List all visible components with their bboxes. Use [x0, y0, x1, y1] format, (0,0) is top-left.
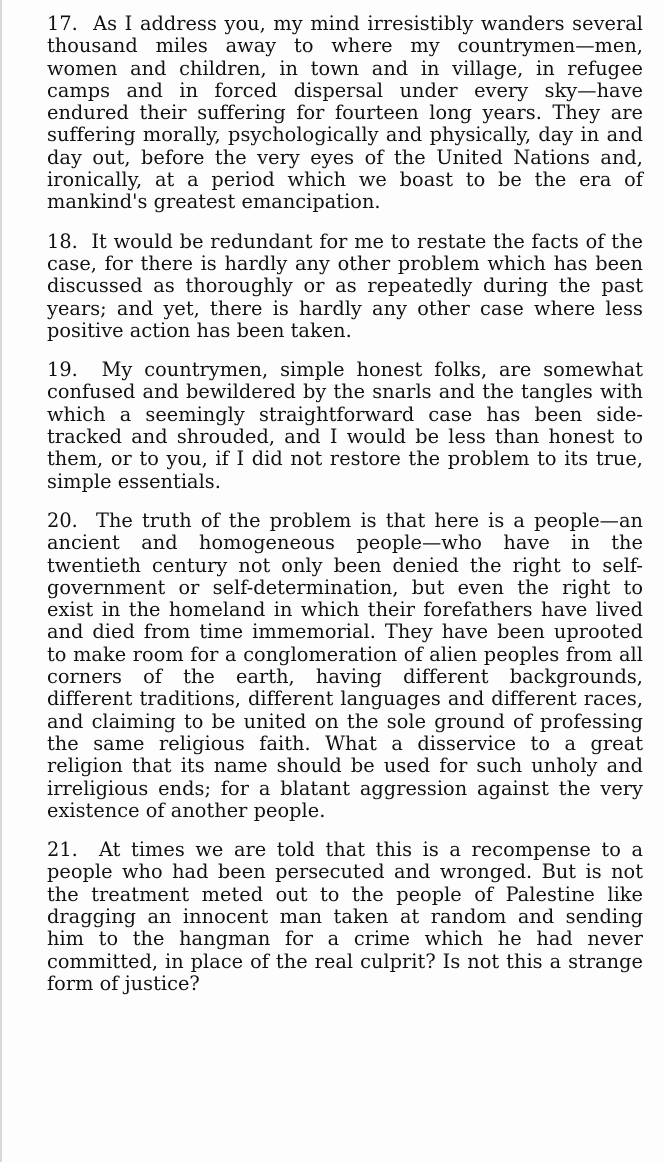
paragraph-number: 18. — [47, 229, 78, 253]
paragraph-text: As I address you, my mind irresistibly wanders several thousand miles away to where my countrymen—men, women and children, in town and in village, in refugee camps and in forced dispersal under every sky—have endured their suffering for fourteen long years. They are suffering morally, psychologically and physically, day in and day out, before the very eyes of the United Nations and, ironically, at a period which we boast to be the era of mankind's greatest emancipation. — [47, 12, 643, 214]
paragraph-number: 17. — [47, 12, 78, 35]
paragraph-number: 21. — [47, 838, 78, 862]
paragraph-19 — [47, 359, 643, 493]
speech-text-column — [47, 13, 643, 1012]
paragraph-text: It would be redundant for me to restate the facts of the case, for there is hardly any other problem which has been discussed as thoroughly or as repeatedly during the past years; and yet, there is hardly any other case where less positive action has been taken. — [47, 229, 643, 342]
paragraph-number: 19. — [47, 358, 78, 382]
paragraph-21 — [47, 839, 643, 995]
paragraph-number: 20. — [47, 508, 78, 532]
paragraph-text: My countrymen, simple honest folks, are somewhat confused and bewildered by the snarls and the tangles with which a seemingly straightforward case has been side-tracked and shrouded, and I would be less than honest to them, or to you, if I did not restore the problem to its true, simple essentials. — [47, 358, 643, 493]
paragraph-18 — [47, 231, 643, 342]
paragraph-text: At times we are told that this is a recompense to a people who had been persecuted and wronged. But is not the treatment meted out to the people of Palestine like dragging an innocent man taken at random and sending him to the hangman for a crime which he had never committed, in place of the real culprit? Is not this a strange form of justice? — [47, 838, 643, 995]
paragraph-20 — [47, 510, 643, 822]
page-edge-divider — [0, 0, 2, 1162]
paragraph-text: The truth of the problem is that here is a people—an ancient and homogeneous people—who have in the twentieth century not only been denied the right to self-government or self-determination, but even the right to exist in the homeland in which their forefathers have lived and died from time immemorial. They have been uprooted to make room for a conglomeration of alien peoples from all corners of the earth, having different backgrounds, different traditions, different languages and different races, and claiming to be united on the sole ground of professing the same religious faith. What a disservice to a great religion that its name should be used for such unholy and irreligious ends; for a blatant aggression against the very existence of another people. — [47, 508, 644, 822]
paragraph-17 — [47, 13, 643, 214]
